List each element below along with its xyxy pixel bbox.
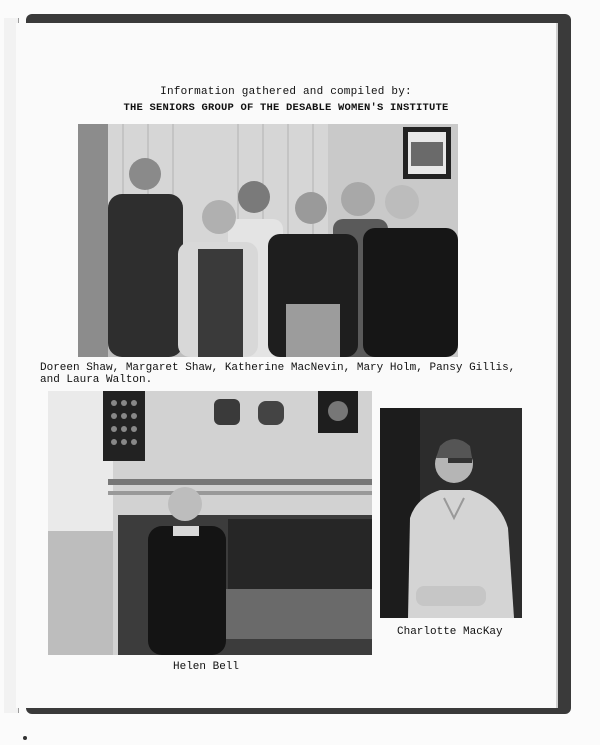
group-photo [78,124,458,357]
helen-bell-caption: Helen Bell [173,661,240,673]
charlotte-mackay-caption: Charlotte MacKay [397,626,503,638]
compiled-by-line: Information gathered and compiled by: [160,86,412,98]
charlotte-mackay-photo [380,408,522,618]
helen-bell-photo [48,391,372,655]
scan-speck [23,736,27,740]
group-name-line: THE SENIORS GROUP OF THE DESABLE WOMEN'S INSTITUTE [123,102,449,114]
group-photo-caption: Doreen Shaw, Margaret Shaw, Katherine MacNevin, Mary Holm, Pansy Gillis, and Laura Walton. [40,362,516,386]
document-page [16,23,558,708]
